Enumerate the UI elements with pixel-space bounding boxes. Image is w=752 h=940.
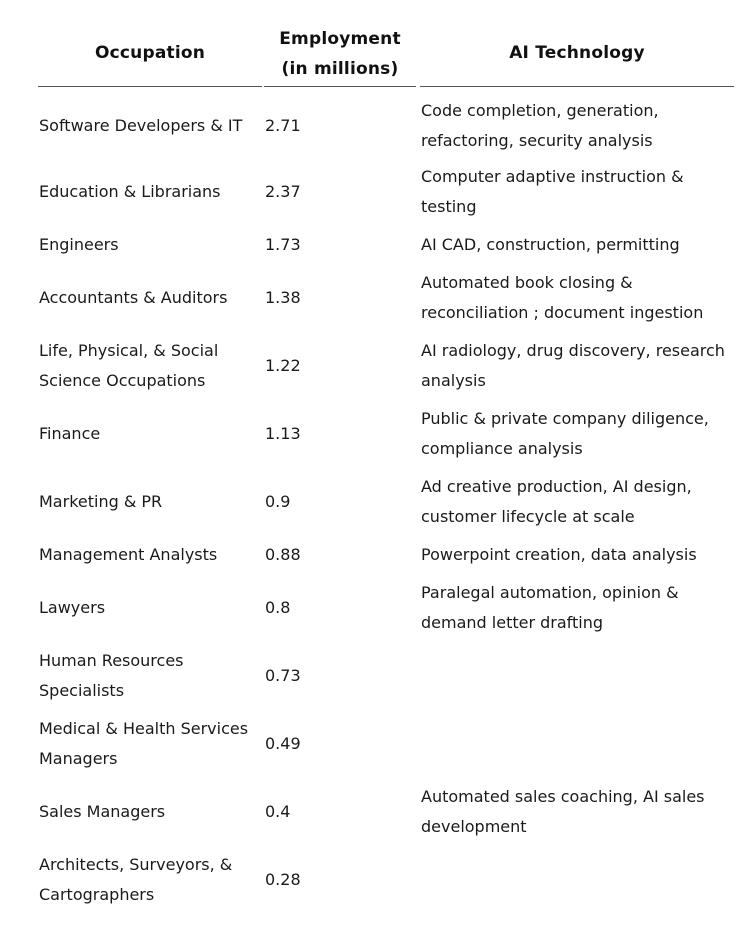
- table-row: [0, 472, 752, 532]
- ai-technology-cell: Ad creative production, AI design, customer lifecycle at scale: [421, 477, 692, 526]
- ai-technology-cell: Automated book closing & reconciliation ; document ingestion: [421, 273, 704, 322]
- occupation-cell: Finance: [39, 424, 101, 443]
- header-employment-line2: (in millions): [281, 59, 399, 79]
- occupation-cell: Accountants & Auditors: [39, 288, 228, 307]
- employment-cell: 0.4: [265, 802, 291, 821]
- table-row: [0, 782, 752, 842]
- ai-technology-cell: AI CAD, construction, permitting: [421, 235, 680, 254]
- employment-cell: 1.22: [265, 356, 301, 375]
- table-row: [0, 540, 752, 570]
- table-header: [0, 0, 752, 90]
- employment-cell: 0.73: [265, 666, 301, 685]
- employment-cell: 0.8: [265, 598, 291, 617]
- occupation-cell: Engineers: [39, 235, 119, 254]
- employment-cell: 2.71: [265, 116, 301, 135]
- employment-cell: 1.38: [265, 288, 301, 307]
- employment-cell: 1.13: [265, 424, 301, 443]
- employment-cell: 0.88: [265, 545, 301, 564]
- ai-technology-cell: Computer adaptive instruction & testing: [421, 167, 684, 216]
- ai-technology-cell: Paralegal automation, opinion & demand letter drafting: [421, 583, 679, 632]
- occupation-cell: Software Developers & IT: [39, 116, 243, 135]
- ai-technology-cell: [421, 714, 737, 774]
- header-divider-ai: [420, 86, 734, 87]
- table-row: [0, 336, 752, 396]
- occupation-cell: Architects, Surveyors, & Cartographers: [39, 855, 233, 904]
- ai-technology-cell: Public & private company diligence, compliance analysis: [421, 409, 709, 458]
- header-divider-occupation: [38, 86, 262, 87]
- header-divider-employment: [264, 86, 416, 87]
- header-ai-technology: AI Technology: [509, 43, 645, 63]
- employment-cell: 2.37: [265, 182, 301, 201]
- employment-cell: 1.73: [265, 235, 301, 254]
- occupation-cell: Human Resources Specialists: [39, 651, 184, 700]
- ai-technology-cell: Automated sales coaching, AI sales development: [421, 787, 705, 836]
- employment-cell: 0.49: [265, 734, 301, 753]
- table-row: [0, 850, 752, 910]
- ai-technology-cell: Powerpoint creation, data analysis: [421, 545, 697, 564]
- header-occupation: Occupation: [94, 43, 206, 63]
- occupation-cell: Life, Physical, & Social Science Occupations: [39, 341, 219, 390]
- occupation-cell: Lawyers: [39, 598, 106, 617]
- table-row: [0, 162, 752, 222]
- header-employment-line1: Employment: [279, 29, 401, 49]
- ai-technology-cell: [421, 646, 737, 706]
- occupation-cell: Marketing & PR: [39, 492, 163, 511]
- table-row: [0, 94, 752, 158]
- table-row: [0, 268, 752, 328]
- ai-technology-cell: [421, 850, 737, 910]
- header-employment: [264, 24, 416, 84]
- table-row: [0, 714, 752, 774]
- occupation-cell: Medical & Health Services Managers: [39, 719, 249, 768]
- table-row: [0, 230, 752, 260]
- occupation-cell: Sales Managers: [39, 802, 166, 821]
- occupation-cell: Management Analysts: [39, 545, 218, 564]
- ai-technology-cell: AI radiology, drug discovery, research analysis: [421, 341, 725, 390]
- employment-cell: 0.28: [265, 870, 301, 889]
- table-row: [0, 646, 752, 706]
- occupation-cell: Education & Librarians: [39, 182, 221, 201]
- ai-technology-cell: Code completion, generation, refactoring, security analysis: [421, 101, 659, 150]
- table-row: [0, 578, 752, 638]
- employment-cell: 0.9: [265, 492, 291, 511]
- table-row: [0, 404, 752, 464]
